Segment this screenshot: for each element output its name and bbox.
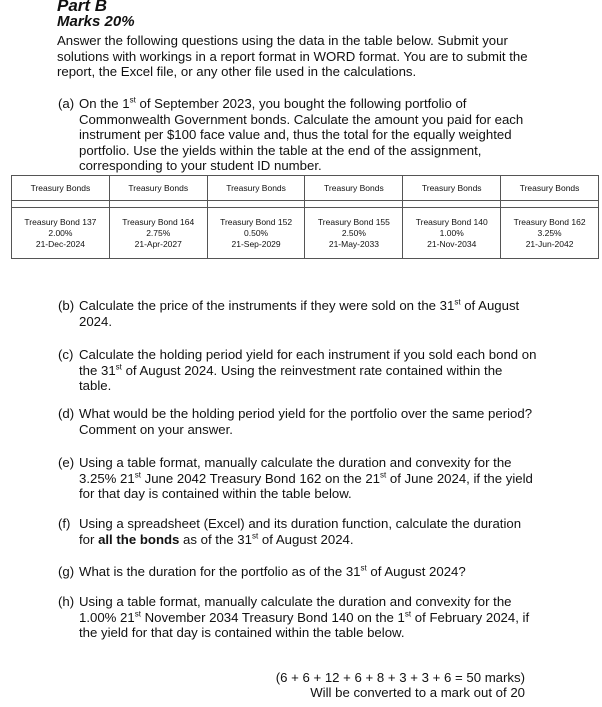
question-c: (c) Calculate the holding period yield for each instrument if you sold each bond on the 31st of August 2024. Using the reinvestment rate contained within the table. [58,347,537,393]
bond-cell: Treasury Bond 137 2.00% 21-Dec-2024 [12,208,110,259]
question-a: (a) On the 1st of September 2023, you bought the following portfolio of Commonwealth Government bonds. Calculate the amount you paid for each instrument per $100 face value and, thus the total for the equally weighted portfolio. Use the yields within the table at the end of the assignment, corresponding to your student ID number. [58,95,524,173]
marks-conversion: Will be converted to a mark out of 20 [310,685,525,700]
bond-cell: Treasury Bond 155 2.50% 21-May-2033 [305,208,403,259]
question-label: (a) [58,96,75,111]
question-label: (d) [58,406,75,421]
intro-paragraph: Answer the following questions using the data in the table below. Submit your solutions with workings in a report format in WORD format. You are to submit the report, the Excel file, or any other file used in the calculations. [57,33,528,79]
question-label: (e) [58,455,75,470]
question-f: (f) Using a spreadsheet (Excel) and its duration function, calculate the duration for all the bonds as of the 31st of August 2024. [58,516,522,547]
question-d: (d) What would be the holding period yield for the portfolio over the same period? Comment on your answer. [58,406,533,437]
bond-cell: Treasury Bond 140 1.00% 21-Nov-2034 [403,208,501,259]
marks-summary [260,670,525,700]
question-label: (c) [58,347,74,362]
bonds-table [11,175,599,259]
question-label: (g) [58,564,75,579]
marks-breakdown: (6 + 6 + 12 + 6 + 8 + 3 + 3 + 6 = 50 marks) [275,670,525,685]
marks-heading: Marks 20% [57,13,135,30]
bond-cell: Treasury Bond 162 3.25% 21-Jun-2042 [501,208,599,259]
question-label: (h) [58,594,75,609]
column-header: Treasury Bonds [501,176,599,201]
question-label: (f) [58,516,71,531]
question-label: (b) [58,298,75,313]
column-header: Treasury Bonds [305,176,403,201]
column-header: Treasury Bonds [403,176,501,201]
column-header: Treasury Bonds [207,176,305,201]
question-b: (b) Calculate the price of the instruments if they were sold on the 31st of August 2024. [58,297,520,329]
column-header: Treasury Bonds [109,176,207,201]
question-g: (g) What is the duration for the portfolio as of the 31st of August 2024? [58,563,466,579]
question-e: (e) Using a table format, manually calculate the duration and convexity for the 3.25% 21st June 2042 Treasury Bond 162 on the 21st of June 2024, if the yield for that day is contained within the table below. [58,455,533,501]
question-h: (h) Using a table format, manually calculate the duration and convexity for the 1.00% 21st November 2034 Treasury Bond 140 on the 1st of February 2024, if the yield for that day is contained within the table below. [58,594,530,640]
part-title: Part B [57,0,108,15]
bond-cell: Treasury Bond 152 0.50% 21-Sep-2029 [207,208,305,259]
column-header: Treasury Bonds [12,176,110,201]
bond-cell: Treasury Bond 164 2.75% 21-Apr-2027 [109,208,207,259]
